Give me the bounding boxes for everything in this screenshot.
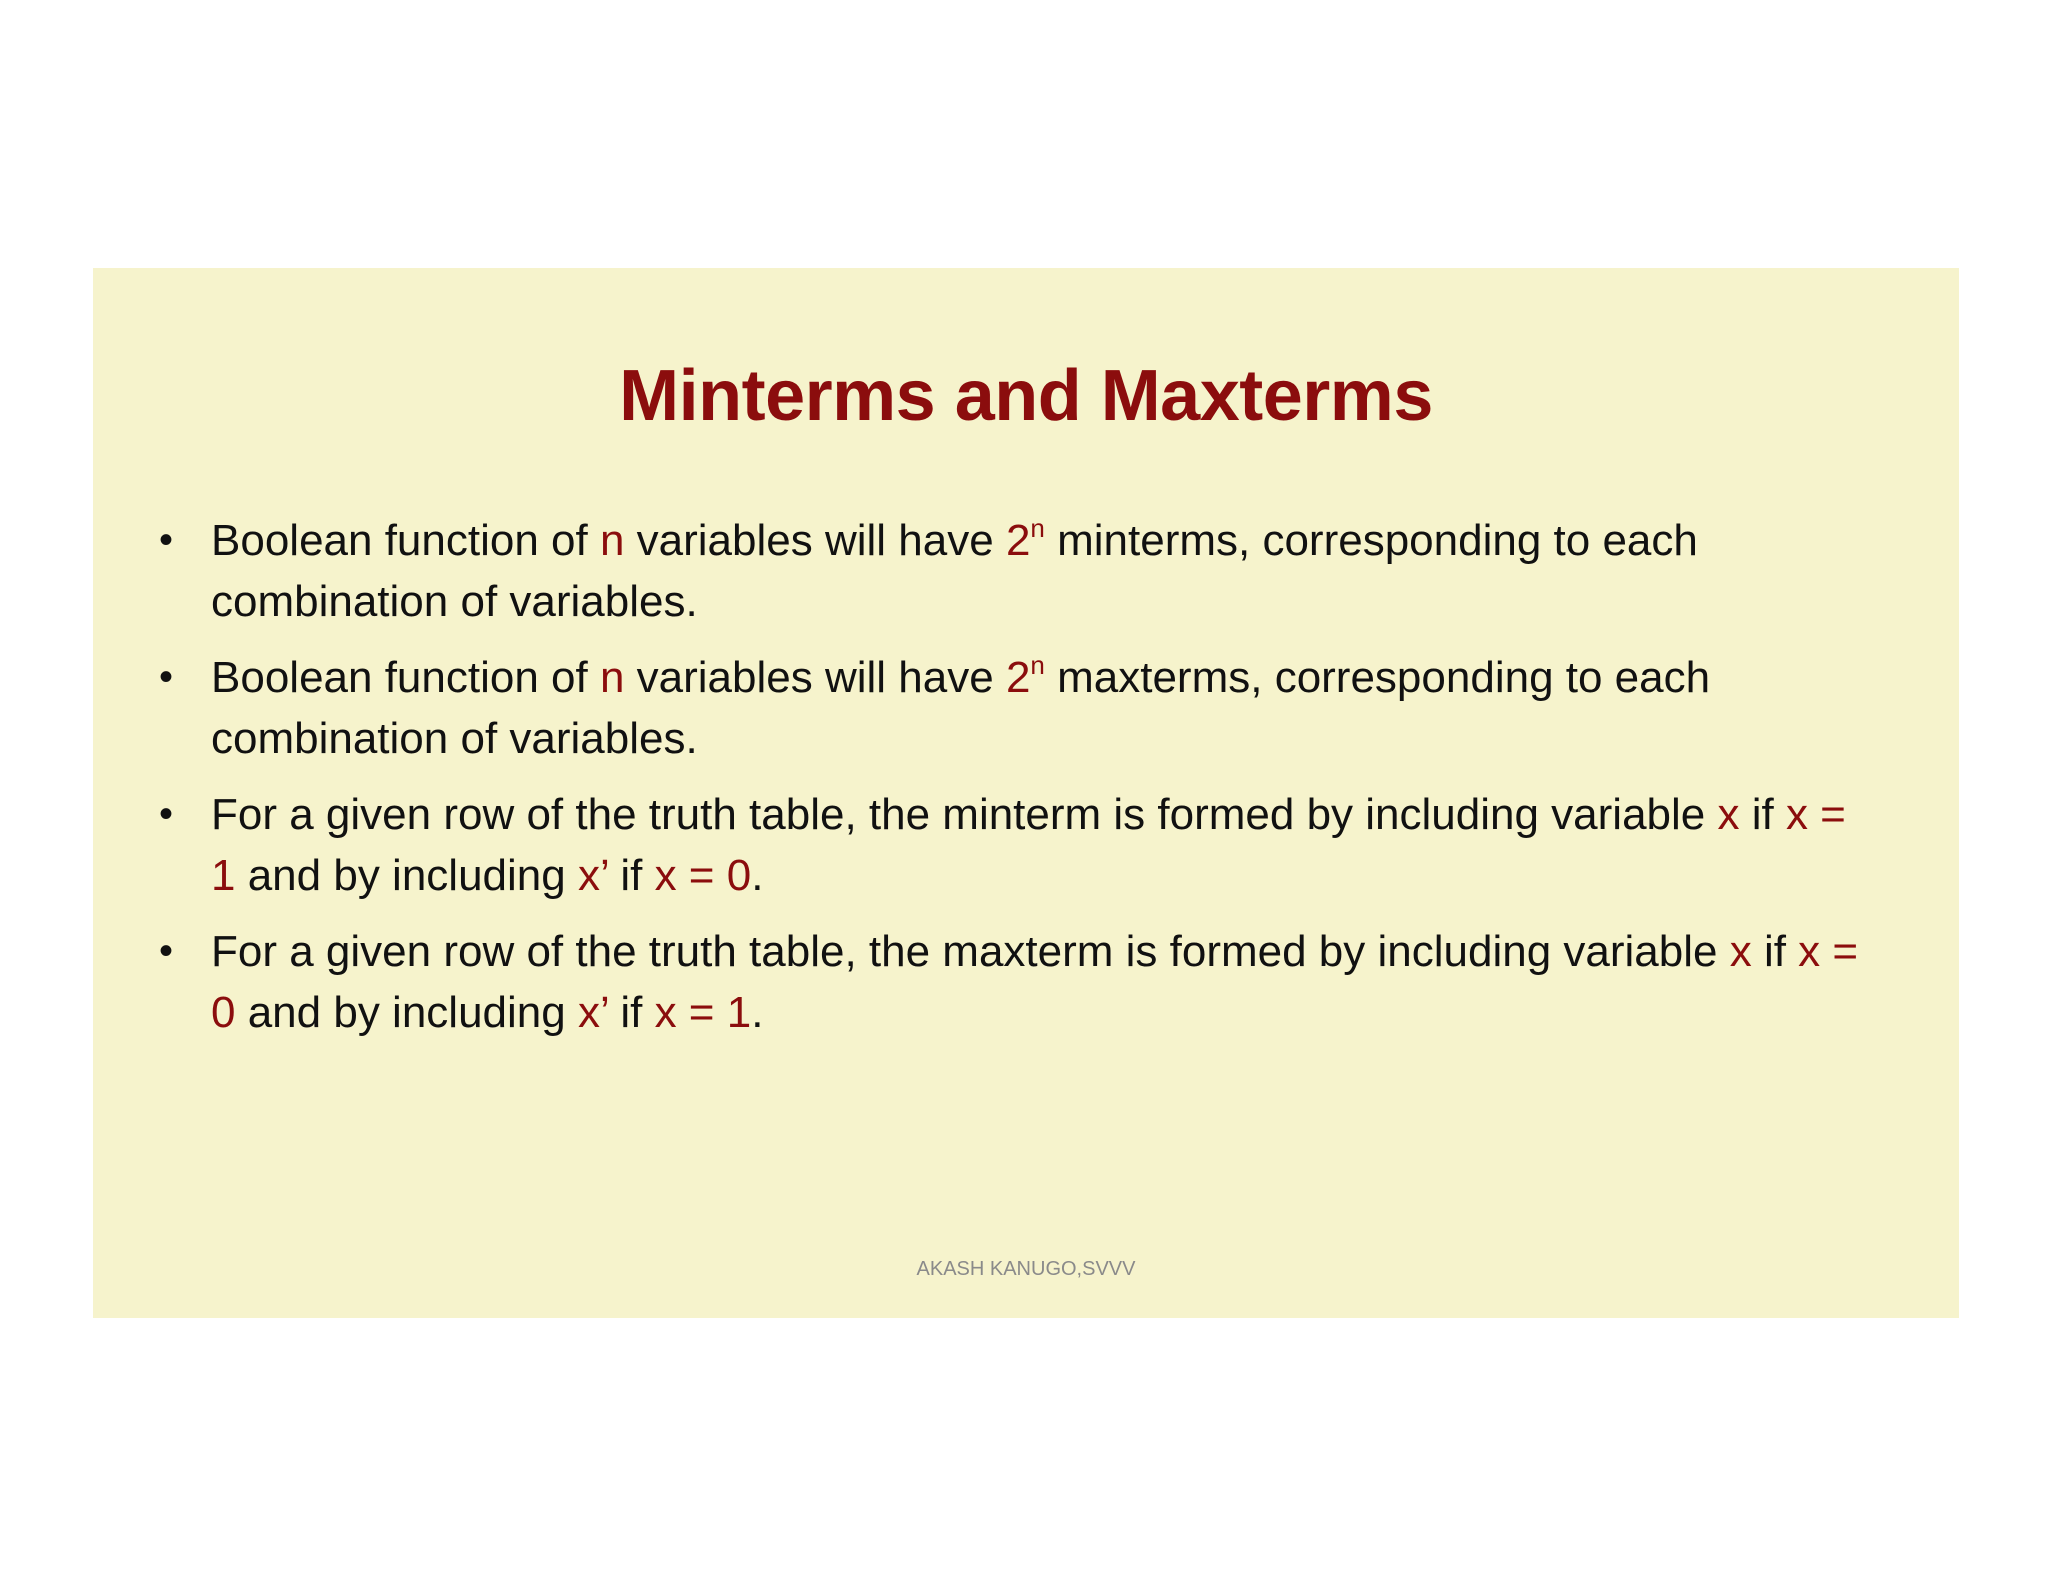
variable-n: n — [599, 653, 625, 702]
bullet-text: Boolean function of — [211, 516, 600, 565]
condition-x: x = 1 — [211, 790, 1846, 900]
bullet-text: variables will have — [624, 653, 1006, 702]
bullet-list — [159, 510, 1879, 1058]
variable-x: x — [1729, 927, 1752, 976]
bullet-text: Boolean function of — [211, 653, 600, 702]
variable-x: x — [1717, 790, 1740, 839]
condition-x: x = 0 — [654, 851, 752, 900]
bullet-text: . — [751, 988, 764, 1037]
bullet-text: For a given row of the truth table, the maxterm is formed by including variable — [211, 927, 1730, 976]
bullet-text: . — [751, 851, 764, 900]
variable-x-complement: x’ — [577, 851, 609, 900]
variable-x-complement: x’ — [577, 988, 609, 1037]
bullet-text: For a given row of the truth table, the minterm is formed by including variable — [211, 790, 1718, 839]
condition-x: x = 0 — [211, 927, 1859, 1037]
slide-title: Minterms and Maxterms — [619, 356, 1433, 436]
condition-x: x = 1 — [654, 988, 752, 1037]
bullet-item-maxterm-count — [159, 647, 1879, 769]
bullet-text: and by including — [235, 988, 578, 1037]
bullet-text: and by including — [235, 851, 578, 900]
variable-n: n — [599, 516, 625, 565]
bullet-marker: • — [159, 792, 174, 836]
power-base: 2 — [1005, 516, 1031, 565]
power-exponent: n — [1030, 650, 1045, 680]
bullet-text: variables will have — [624, 516, 1006, 565]
bullet-text: if — [608, 988, 655, 1037]
bullet-item-maxterm-rule — [159, 921, 1879, 1043]
power-exponent: n — [1030, 513, 1045, 543]
bullet-text: maxterms, corresponding to each combination of variables. — [211, 653, 1711, 763]
bullet-text: minterms, corresponding to each combination of variables. — [211, 516, 1698, 626]
slide — [93, 268, 1959, 1318]
bullet-item-minterm-rule — [159, 784, 1879, 906]
bullet-marker: • — [159, 929, 174, 973]
bullet-marker: • — [159, 655, 174, 699]
bullet-item-minterm-count — [159, 510, 1879, 632]
bullet-marker: • — [159, 518, 174, 562]
power-base: 2 — [1005, 653, 1031, 702]
bullet-text: if — [1739, 790, 1786, 839]
bullet-text: if — [1751, 927, 1799, 976]
bullet-text: if — [608, 851, 655, 900]
slide-footer: AKASH KANUGO,SVVV — [916, 1258, 1136, 1280]
